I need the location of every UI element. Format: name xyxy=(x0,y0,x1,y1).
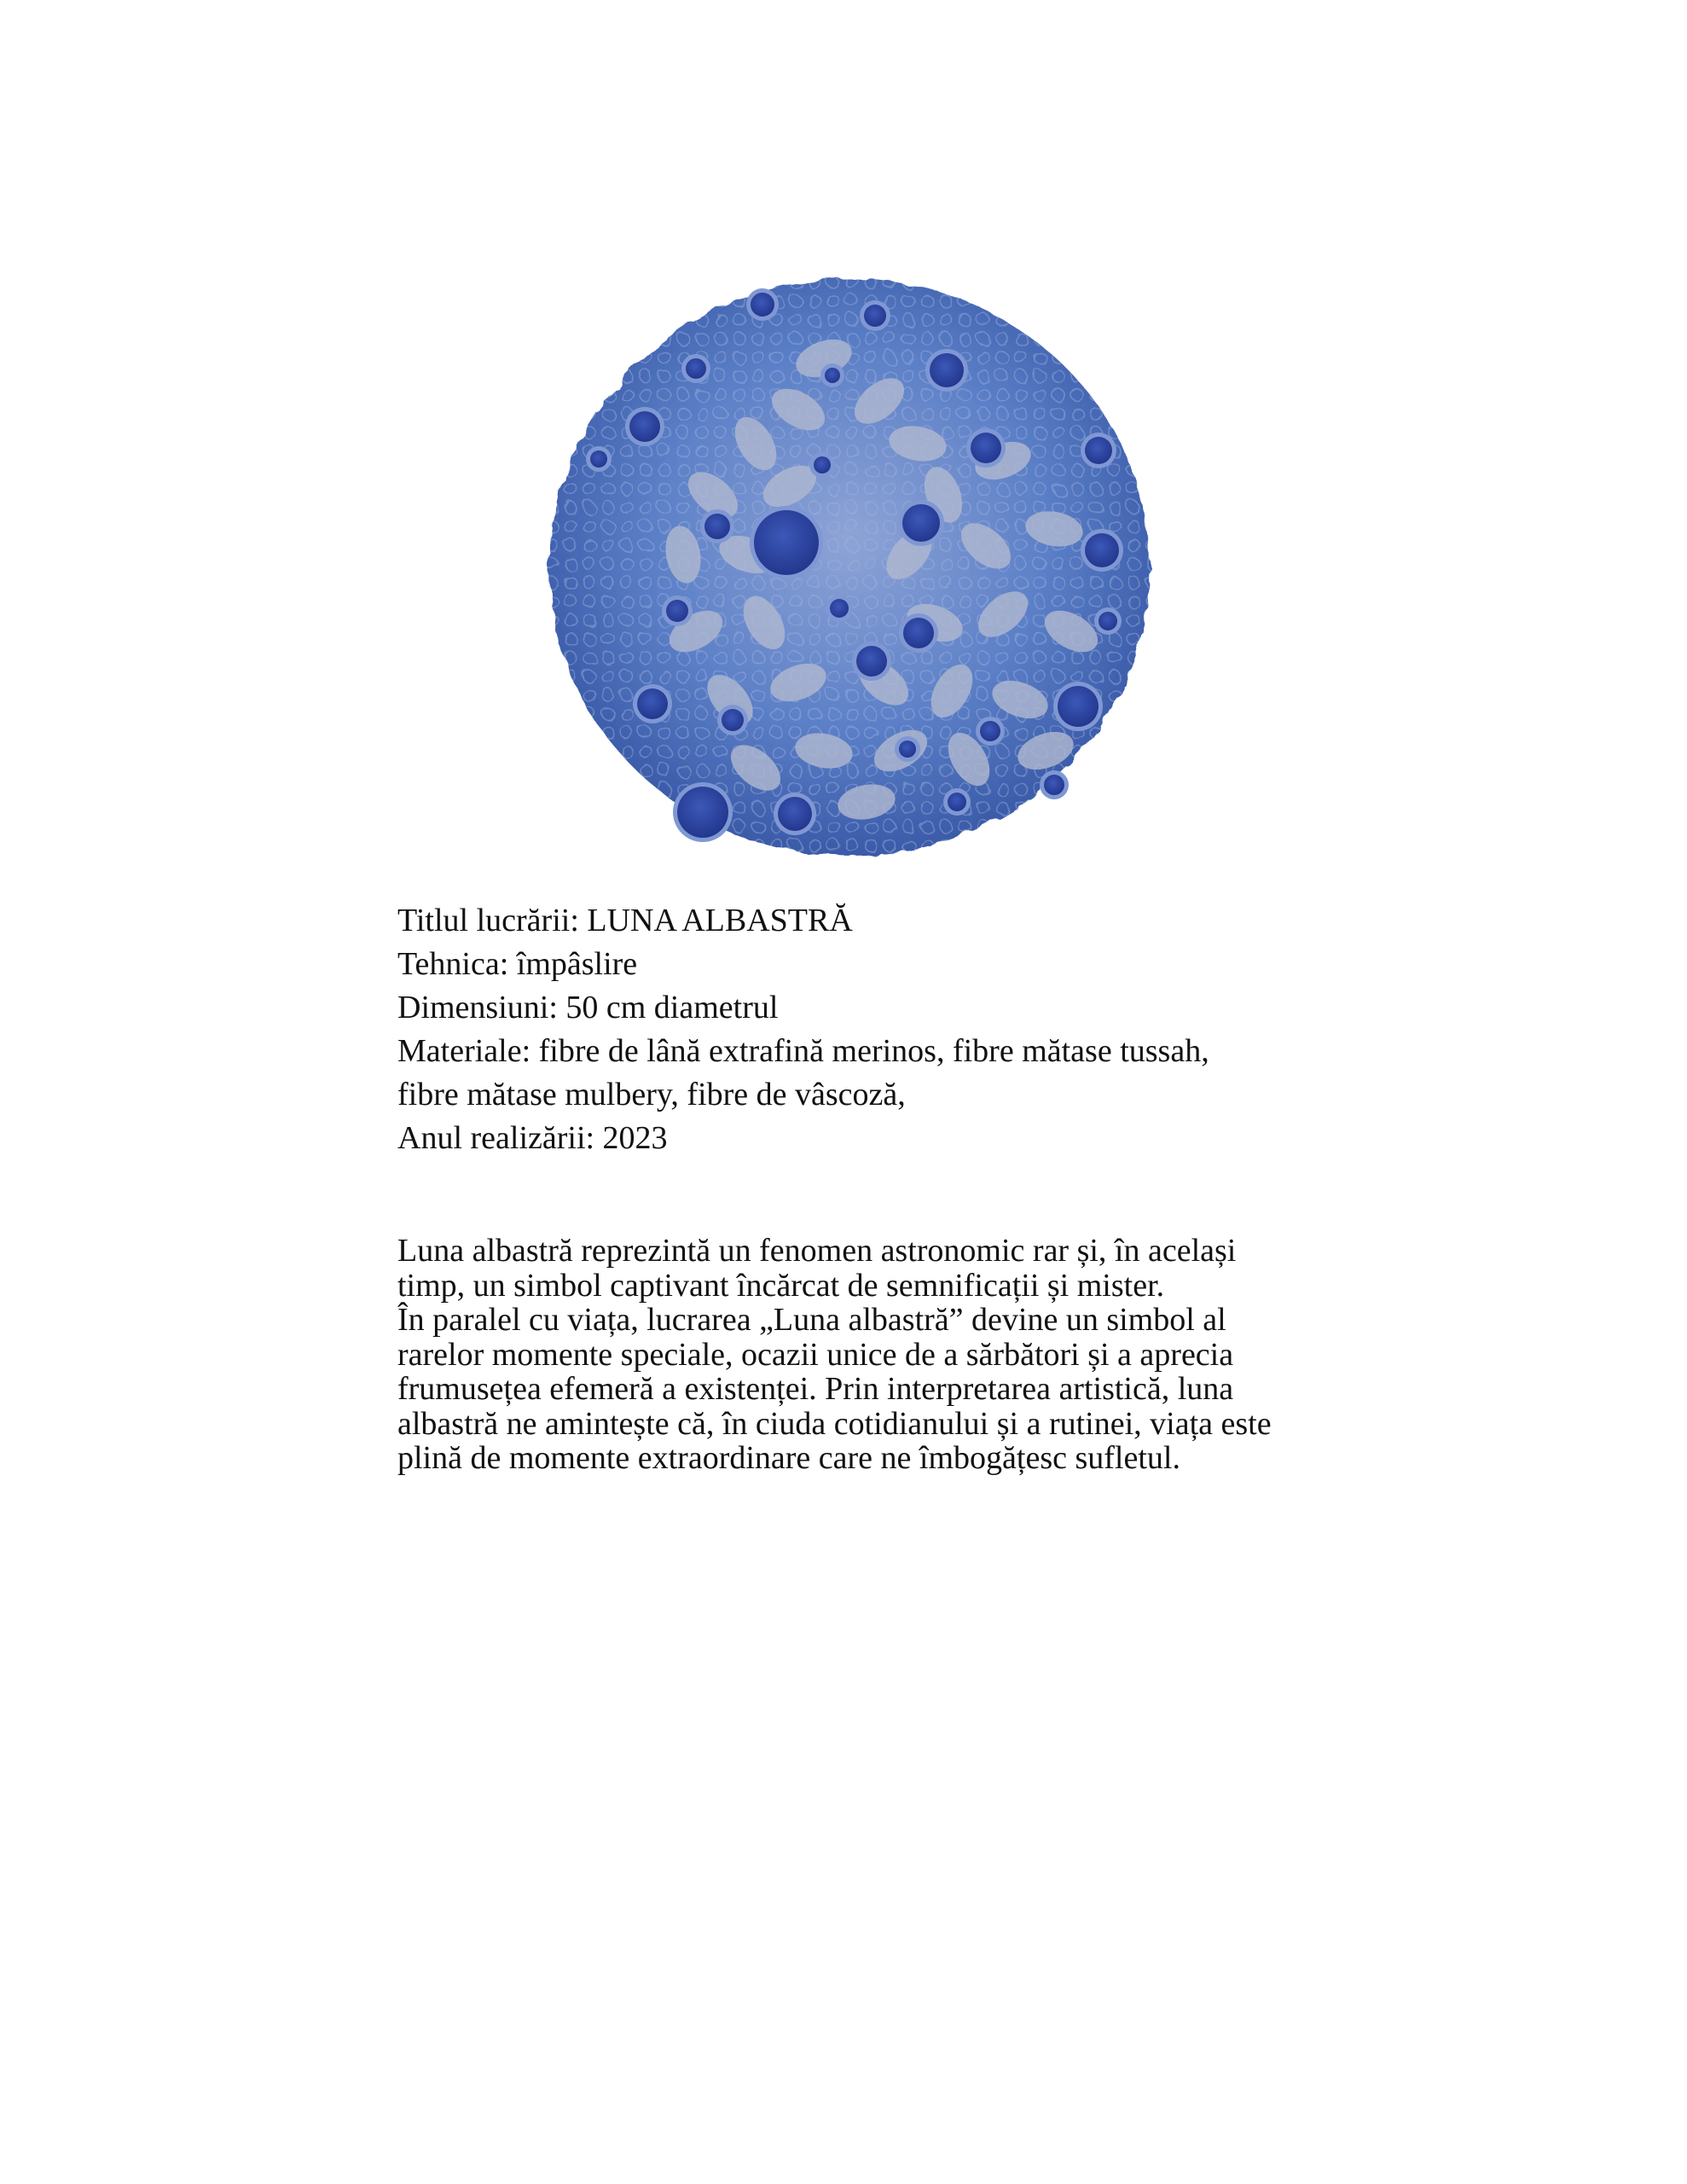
artwork-info xyxy=(397,899,1336,1160)
info-materials: Materiale: fibre de lână extrafină merinos, fibre mătase tussah, xyxy=(397,1033,1209,1069)
crater xyxy=(704,514,730,539)
crater xyxy=(1058,686,1099,727)
crater xyxy=(948,793,966,811)
crater xyxy=(1085,437,1112,464)
description-line: frumusețea efemeră a existenței. Prin interpretarea artistică, luna xyxy=(397,1371,1234,1407)
crater xyxy=(1099,612,1117,630)
crater xyxy=(930,353,964,387)
crater xyxy=(899,741,916,758)
crater xyxy=(971,433,1001,463)
info-materials-continued: fibre mătase mulbery, fibre de vâscoză, xyxy=(397,1077,906,1112)
crater xyxy=(825,368,840,383)
description-line: timp, un simbol captivant încărcat de semnificații și mister. xyxy=(397,1267,1165,1304)
description-line: rarelor momente speciale, ocazii unice de a sărbători și a aprecia xyxy=(397,1336,1234,1373)
felt-moon-artwork xyxy=(542,273,1157,862)
crater xyxy=(751,293,774,317)
crater xyxy=(903,618,934,648)
description-line: În paralel cu viața, lucrarea „Luna albastră” devine un simbol al xyxy=(397,1302,1226,1338)
crater xyxy=(778,797,812,831)
crater xyxy=(902,504,940,542)
info-technique: Tehnica: împâslire xyxy=(397,946,638,982)
crater xyxy=(666,600,688,622)
crater xyxy=(830,599,849,618)
description-line: plină de momente extraordinare care ne îmbogățesc sufletul. xyxy=(397,1440,1180,1476)
crater xyxy=(677,787,728,838)
description-line: albastră ne amintește că, în ciuda cotidianului și a rutinei, viața este xyxy=(397,1405,1272,1442)
crater xyxy=(1044,775,1064,795)
description-line: Luna albastră reprezintă un fenomen astronomic rar și, în același xyxy=(397,1233,1237,1269)
crater xyxy=(980,721,1000,741)
crater xyxy=(686,358,706,379)
info-title: Titlul lucrării: LUNA ALBASTRĂ xyxy=(397,903,853,938)
crater xyxy=(637,688,668,719)
crater xyxy=(629,411,660,442)
crater xyxy=(856,646,887,677)
info-year: Anul realizării: 2023 xyxy=(397,1120,668,1156)
artwork-image xyxy=(542,273,1157,862)
crater xyxy=(722,709,744,731)
crater xyxy=(814,456,831,473)
crater xyxy=(754,510,819,575)
info-dimensions: Dimensiuni: 50 cm diametrul xyxy=(397,990,779,1025)
artwork-description xyxy=(397,1234,1353,1476)
crater xyxy=(864,305,886,327)
crater xyxy=(1085,533,1119,567)
crater xyxy=(590,450,607,468)
